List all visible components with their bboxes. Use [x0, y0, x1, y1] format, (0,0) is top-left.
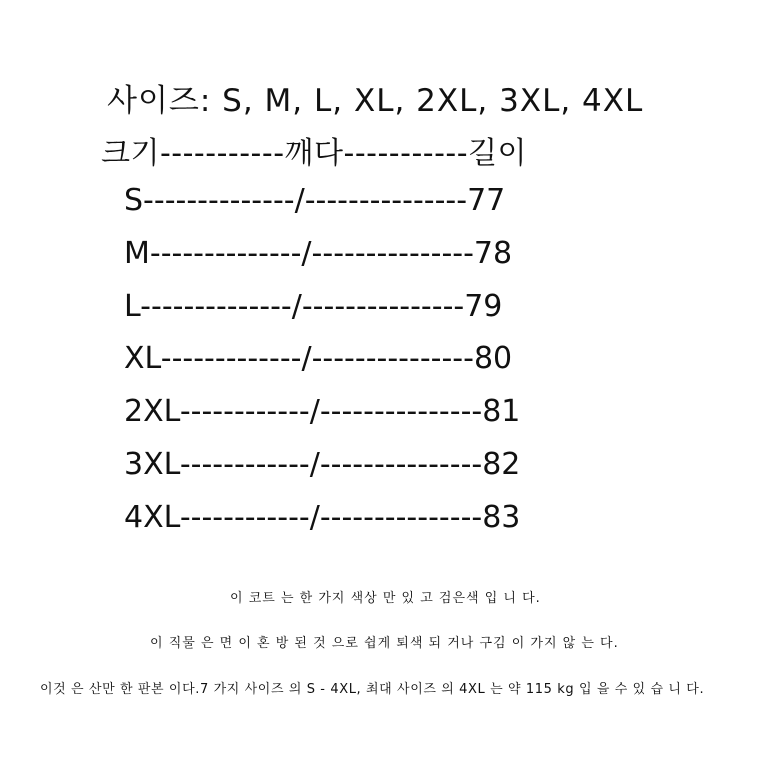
note-color: 이 코트 는 한 가지 색상 만 있 고 검은색 입 니 다.	[230, 591, 541, 606]
size-row-xl: XL-------------/---------------80	[124, 341, 513, 376]
size-row-4xl: 4XL------------/---------------83	[124, 500, 521, 535]
size-row-s: S--------------/---------------77	[124, 183, 506, 218]
size-row-m: M--------------/---------------78	[124, 236, 513, 271]
size-row-3xl: 3XL------------/---------------82	[124, 447, 521, 482]
size-row-l: L--------------/---------------79	[124, 289, 503, 324]
size-row-2xl: 2XL------------/---------------81	[124, 394, 521, 429]
note-fabric: 이 직물 은 면 이 혼 방 된 것 으로 쉽게 퇴색 되 거나 구김 이 가지 않 는 다.	[150, 636, 619, 651]
size-table-header: 크기-----------깨다-----------길이	[101, 136, 528, 171]
note-fit: 이것 은 산만 한 판본 이다.7 가지 사이즈 의 S - 4XL, 최대 사이즈 의 4XL 는 약 115 kg 입 을 수 있 습 니 다.	[40, 682, 705, 697]
size-title: 사이즈: S, M, L, XL, 2XL, 3XL, 4XL	[107, 83, 644, 119]
